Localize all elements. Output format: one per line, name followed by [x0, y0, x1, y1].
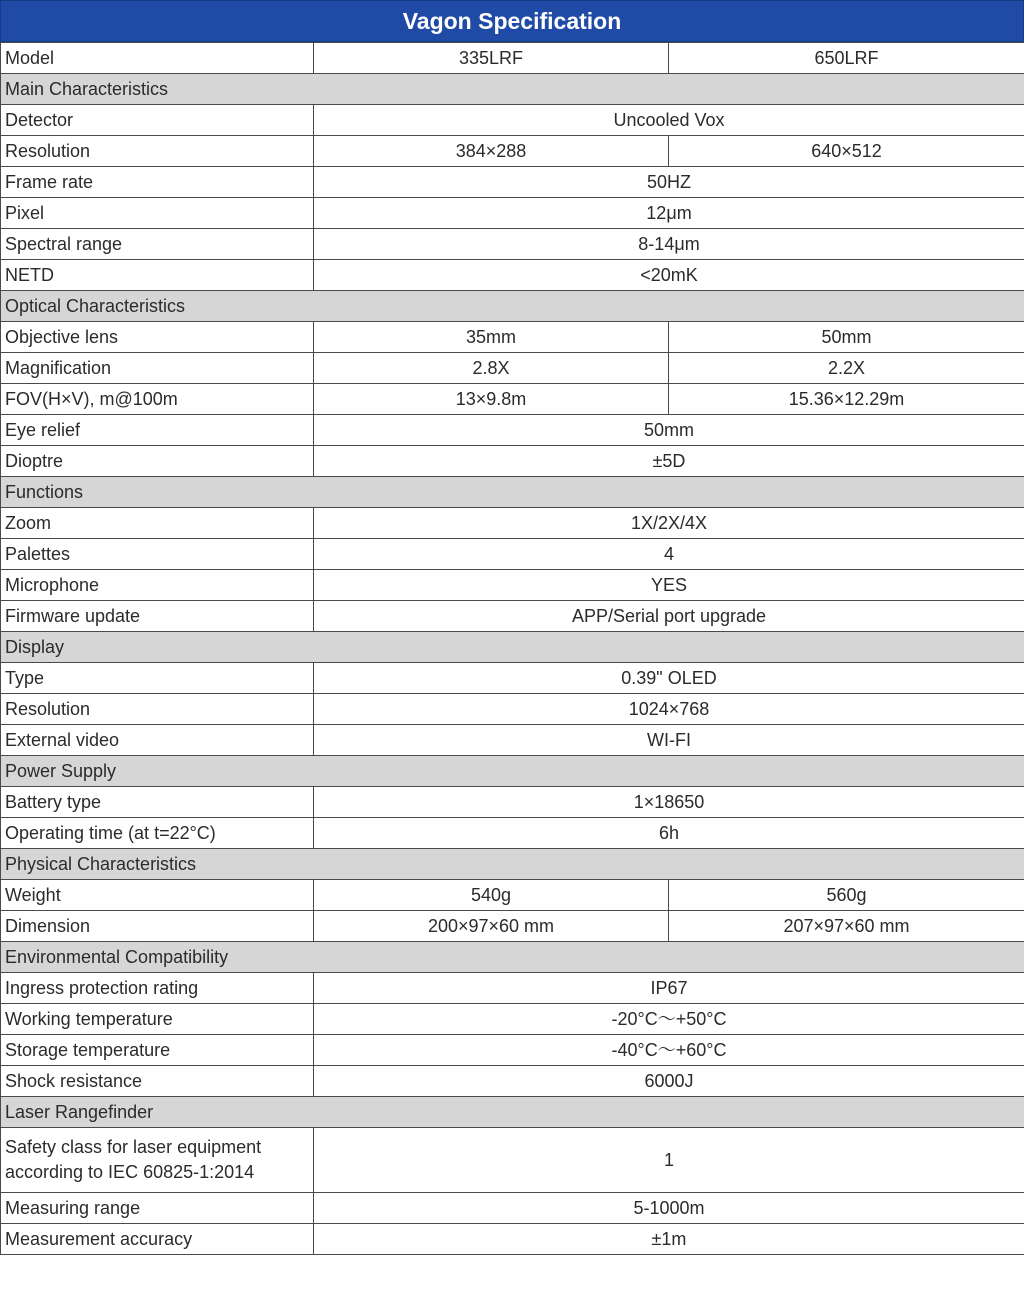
section-header-row: [1, 477, 1024, 508]
spec-label: External video: [1, 725, 314, 756]
spec-label: Safety class for laser equipment according to IEC 60825-1:2014: [1, 1128, 314, 1193]
spec-label: Measuring range: [1, 1193, 314, 1224]
spec-label: NETD: [1, 260, 314, 291]
spec-value-shared: 5-1000m: [314, 1193, 1024, 1224]
spec-label: Operating time (at t=22°C): [1, 818, 314, 849]
spec-row: [1, 1224, 1024, 1255]
spec-row: [1, 43, 1024, 74]
spec-row: [1, 105, 1024, 136]
spec-value-model-1: 200×97×60 mm: [314, 911, 669, 942]
spec-value-shared: 6000J: [314, 1066, 1024, 1097]
spec-row: [1, 322, 1024, 353]
section-header-row: [1, 632, 1024, 663]
spec-value-model-1: 540g: [314, 880, 669, 911]
spec-value-shared: 0.39" OLED: [314, 663, 1024, 694]
spec-value-model-2: 2.2X: [669, 353, 1024, 384]
spec-row: [1, 880, 1024, 911]
spec-value-model-2: 15.36×12.29m: [669, 384, 1024, 415]
spec-value-model-1: 335LRF: [314, 43, 669, 74]
spec-row: [1, 911, 1024, 942]
spec-row: [1, 818, 1024, 849]
spec-label: Eye relief: [1, 415, 314, 446]
spec-value-shared: 8-14μm: [314, 229, 1024, 260]
spec-row: [1, 1193, 1024, 1224]
spec-value-shared: IP67: [314, 973, 1024, 1004]
spec-value-model-1: 2.8X: [314, 353, 669, 384]
spec-label: Ingress protection rating: [1, 973, 314, 1004]
section-header-row: [1, 74, 1024, 105]
spec-row: [1, 1128, 1024, 1193]
spec-row: [1, 1035, 1024, 1066]
spec-row: [1, 1066, 1024, 1097]
spec-value-model-2: 650LRF: [669, 43, 1024, 74]
spec-row: [1, 167, 1024, 198]
spec-value-shared: 50HZ: [314, 167, 1024, 198]
spec-label: Detector: [1, 105, 314, 136]
spec-value-model-1: 13×9.8m: [314, 384, 669, 415]
spec-table-body: [1, 43, 1024, 1255]
spec-row: [1, 725, 1024, 756]
spec-value-model-2: 207×97×60 mm: [669, 911, 1024, 942]
spec-label: Resolution: [1, 694, 314, 725]
spec-row: [1, 1004, 1024, 1035]
spec-value-model-1: 384×288: [314, 136, 669, 167]
spec-label: Firmware update: [1, 601, 314, 632]
spec-value-shared: 1×18650: [314, 787, 1024, 818]
spec-value-shared: YES: [314, 570, 1024, 601]
spec-value-shared: <20mK: [314, 260, 1024, 291]
spec-value-shared: 4: [314, 539, 1024, 570]
spec-row: [1, 384, 1024, 415]
spec-label: Objective lens: [1, 322, 314, 353]
spec-value-shared: 50mm: [314, 415, 1024, 446]
spec-label: Weight: [1, 880, 314, 911]
spec-row: [1, 353, 1024, 384]
spec-label: Magnification: [1, 353, 314, 384]
spec-title: Vagon Specification: [0, 0, 1024, 42]
spec-value-shared: APP/Serial port upgrade: [314, 601, 1024, 632]
section-header: Power Supply: [1, 756, 1024, 787]
spec-value-shared: WI-FI: [314, 725, 1024, 756]
section-header: Environmental Compatibility: [1, 942, 1024, 973]
section-header: Functions: [1, 477, 1024, 508]
spec-row: [1, 508, 1024, 539]
spec-label: Palettes: [1, 539, 314, 570]
spec-label: Measurement accuracy: [1, 1224, 314, 1255]
spec-value-shared: ±5D: [314, 446, 1024, 477]
spec-value-shared: 6h: [314, 818, 1024, 849]
spec-row: [1, 694, 1024, 725]
spec-row: [1, 787, 1024, 818]
spec-value-shared: ±1m: [314, 1224, 1024, 1255]
section-header: Optical Characteristics: [1, 291, 1024, 322]
spec-label: Working temperature: [1, 1004, 314, 1035]
spec-value-shared: 12μm: [314, 198, 1024, 229]
spec-value-shared: Uncooled Vox: [314, 105, 1024, 136]
spec-label: Microphone: [1, 570, 314, 601]
spec-label: Model: [1, 43, 314, 74]
spec-value-model-2: 50mm: [669, 322, 1024, 353]
spec-label: Battery type: [1, 787, 314, 818]
section-header: Main Characteristics: [1, 74, 1024, 105]
spec-label: Dioptre: [1, 446, 314, 477]
section-header-row: [1, 1097, 1024, 1128]
spec-label: Spectral range: [1, 229, 314, 260]
spec-row: [1, 136, 1024, 167]
spec-label: Frame rate: [1, 167, 314, 198]
section-header-row: [1, 942, 1024, 973]
spec-label: Type: [1, 663, 314, 694]
spec-value-model-1: 35mm: [314, 322, 669, 353]
spec-value-model-2: 560g: [669, 880, 1024, 911]
spec-value-shared: 1024×768: [314, 694, 1024, 725]
spec-label: FOV(H×V), m@100m: [1, 384, 314, 415]
spec-row: [1, 229, 1024, 260]
section-header: Display: [1, 632, 1024, 663]
spec-label: Pixel: [1, 198, 314, 229]
spec-row: [1, 260, 1024, 291]
spec-value-shared: -20°C～+50°C: [314, 1004, 1024, 1035]
spec-row: [1, 663, 1024, 694]
spec-value-model-2: 640×512: [669, 136, 1024, 167]
section-header-row: [1, 849, 1024, 880]
section-header-row: [1, 291, 1024, 322]
spec-row: [1, 570, 1024, 601]
section-header: Physical Characteristics: [1, 849, 1024, 880]
section-header: Laser Rangefinder: [1, 1097, 1024, 1128]
spec-row: [1, 601, 1024, 632]
spec-row: [1, 539, 1024, 570]
section-header-row: [1, 756, 1024, 787]
spec-table: [0, 42, 1024, 1255]
spec-value-shared: 1: [314, 1128, 1024, 1193]
spec-value-shared: -40°C～+60°C: [314, 1035, 1024, 1066]
spec-label: Storage temperature: [1, 1035, 314, 1066]
spec-label: Shock resistance: [1, 1066, 314, 1097]
spec-label: Dimension: [1, 911, 314, 942]
spec-row: [1, 446, 1024, 477]
spec-label: Zoom: [1, 508, 314, 539]
spec-value-shared: 1X/2X/4X: [314, 508, 1024, 539]
spec-row: [1, 198, 1024, 229]
spec-row: [1, 973, 1024, 1004]
spec-row: [1, 415, 1024, 446]
spec-label: Resolution: [1, 136, 314, 167]
